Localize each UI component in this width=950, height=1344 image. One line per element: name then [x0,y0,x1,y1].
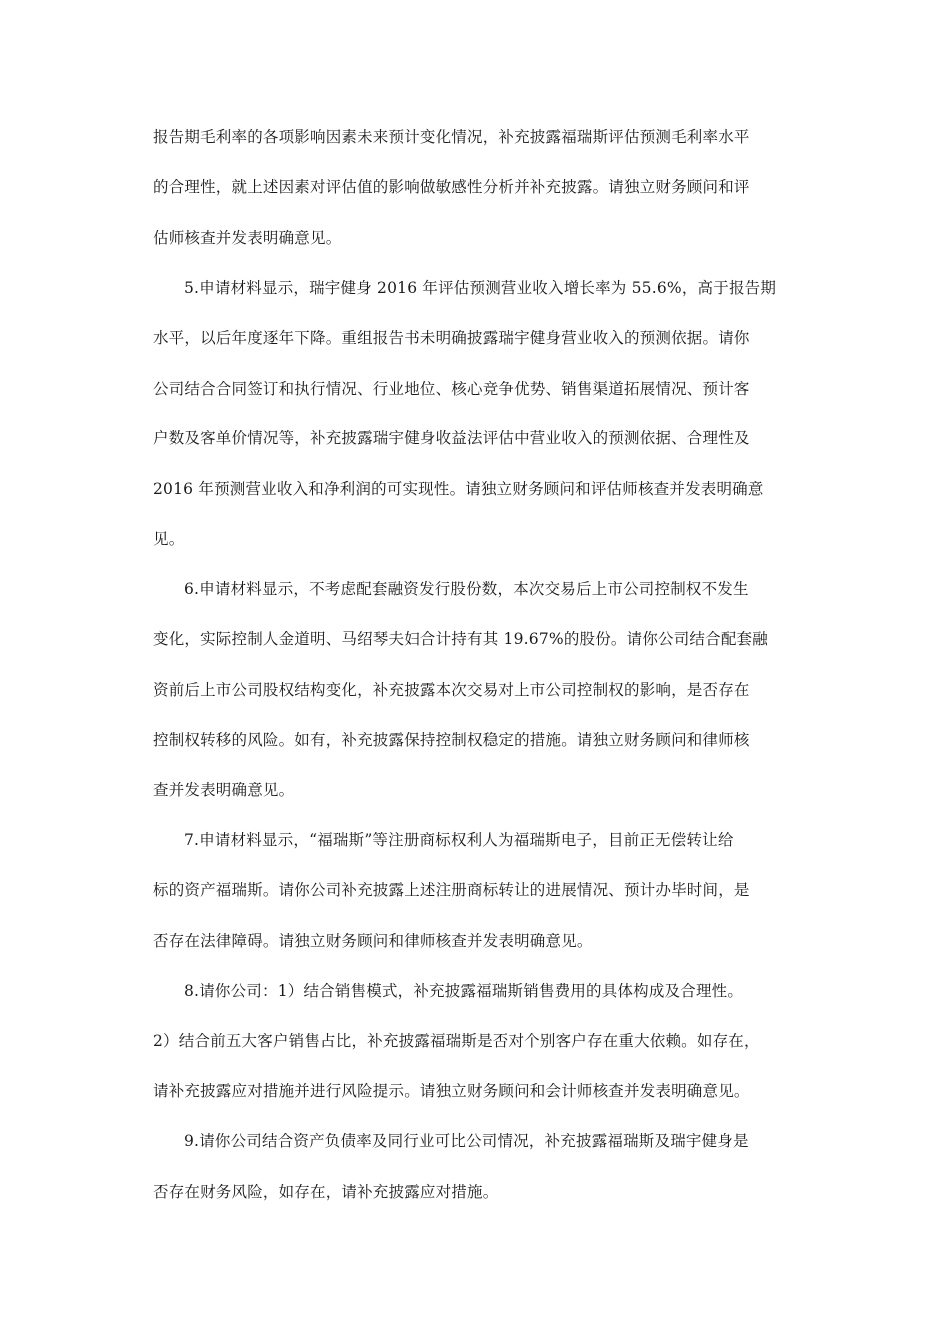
question-5-first-line: 5.申请材料显示，瑞宇健身 2016 年评估预测营业收入增长率为 55.6%，高于报告期 [184,279,777,297]
text-line: 控制权转移的风险。如有，补充披露保持控制权稳定的措施。请独立财务顾问和律师核 [153,731,750,749]
question-8-first-line: 8.请你公司：1）结合销售模式，补充披露福瑞斯销售费用的具体构成及合理性。 [184,982,744,1000]
text-line: 户数及客单价情况等，补充披露瑞宇健身收益法评估中营业收入的预测依据、合理性及 [153,429,750,447]
text-line: 见。 [153,530,185,548]
text-line: 2016 年预测营业收入和净利润的可实现性。请独立财务顾问和评估师核查并发表明确意 [153,480,764,498]
text-line: 标的资产福瑞斯。请你公司补充披露上述注册商标转让的进展情况、预计办毕时间，是 [153,881,750,899]
text-line: 报告期毛利率的各项影响因素未来预计变化情况，补充披露福瑞斯评估预测毛利率水平 [153,128,750,146]
text-line: 查并发表明确意见。 [153,781,295,799]
text-line: 否存在法律障碍。请独立财务顾问和律师核查并发表明确意见。 [153,932,593,950]
text-line: 公司结合合同签订和执行情况、行业地位、核心竞争优势、销售渠道拓展情况、预计客 [153,380,750,398]
text-line: 请补充披露应对措施并进行风险提示。请独立财务顾问和会计师核查并发表明确意见。 [153,1082,750,1100]
question-7-first-line: 7.申请材料显示，“福瑞斯”等注册商标权利人为福瑞斯电子，目前正无偿转让给 [184,831,734,849]
text-line: 的合理性，就上述因素对评估值的影响做敏感性分析并补充披露。请独立财务顾问和评 [153,178,750,196]
question-6-first-line: 6.申请材料显示，不考虑配套融资发行股份数，本次交易后上市公司控制权不发生 [184,580,749,598]
question-9-first-line: 9.请你公司结合资产负债率及同行业可比公司情况，补充披露福瑞斯及瑞宇健身是 [184,1132,749,1150]
text-line: 变化，实际控制人金道明、马绍琴夫妇合计持有其 19.67%的股份。请你公司结合配套融 [153,630,768,648]
text-line: 否存在财务风险，如存在，请补充披露应对措施。 [153,1183,499,1201]
text-line: 估师核查并发表明确意见。 [153,229,342,247]
text-line: 2）结合前五大客户销售占比，补充披露福瑞斯是否对个别客户存在重大依赖。如存在， [153,1032,760,1050]
text-line: 资前后上市公司股权结构变化，补充披露本次交易对上市公司控制权的影响，是否存在 [153,681,750,699]
text-line: 水平，以后年度逐年下降。重组报告书未明确披露瑞宇健身营业收入的预测依据。请你 [153,329,750,347]
